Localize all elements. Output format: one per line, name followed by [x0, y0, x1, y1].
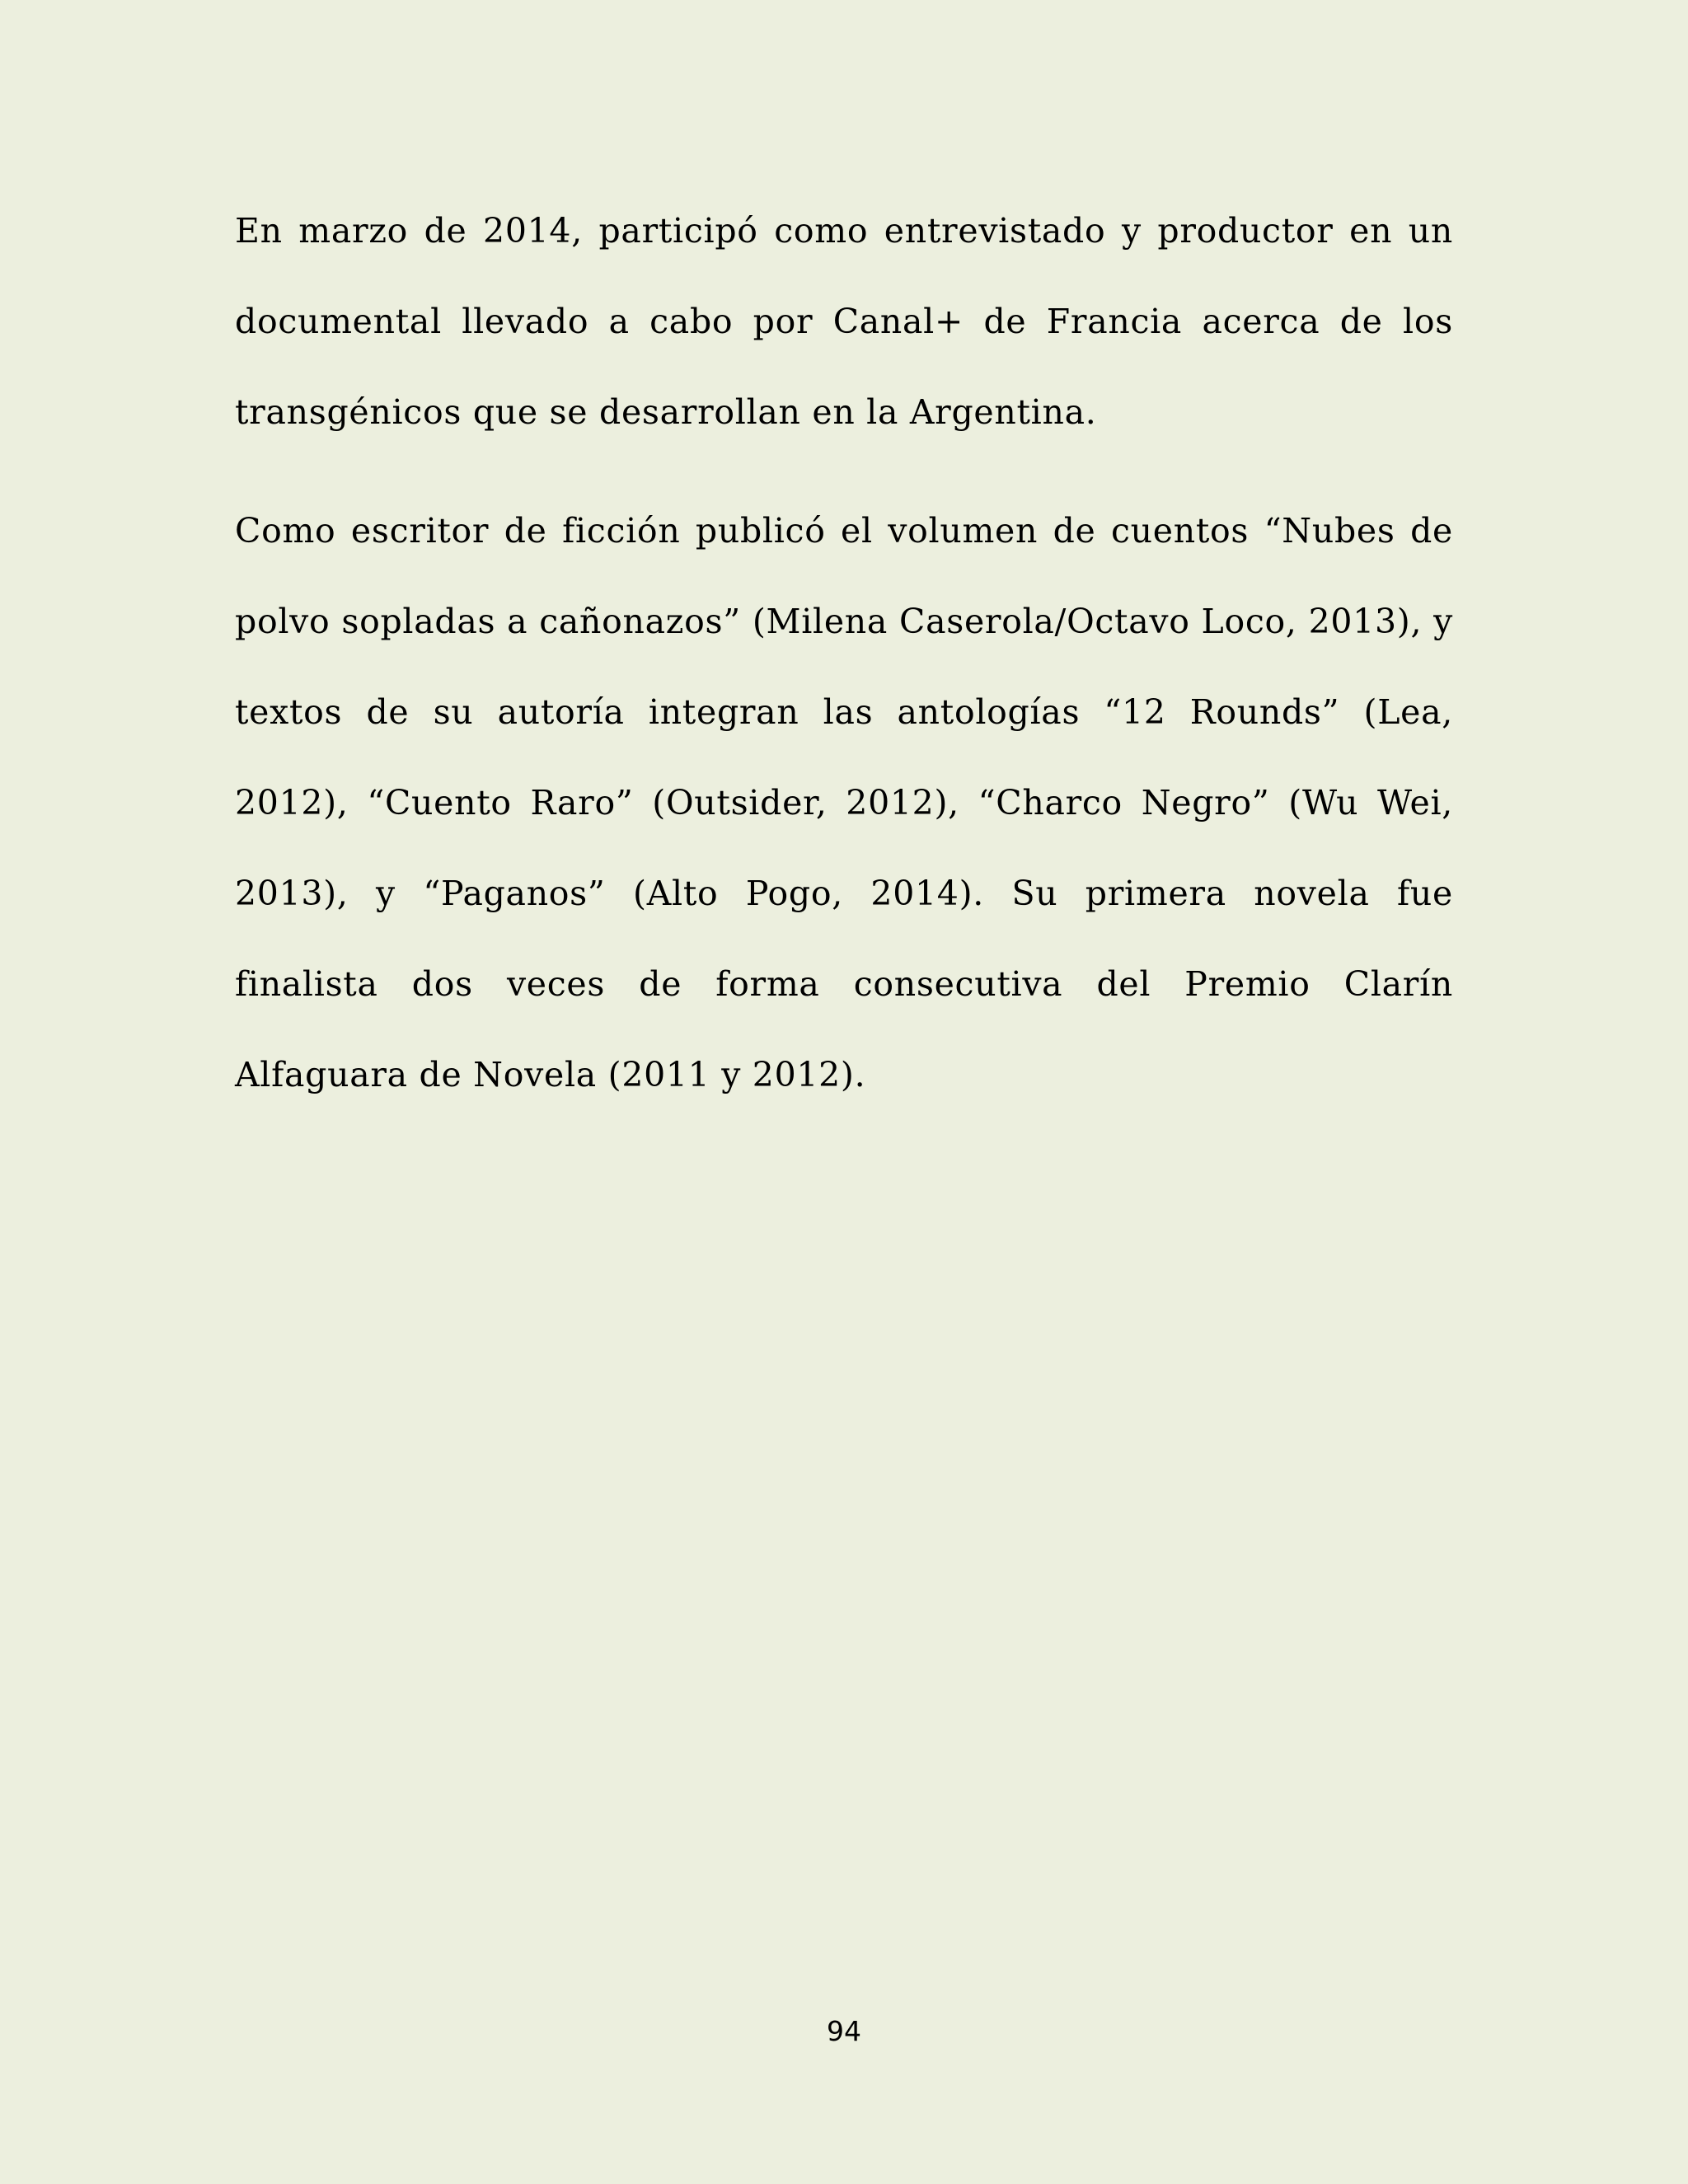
paragraph-documentary: En marzo de 2014, participó como entrevistado y productor en un documental llevado a cabo por Canal+ de Francia acerca de los transgénicos que se desarrollan en la Argentina. [235, 211, 1453, 432]
paragraph-fiction-works: Como escritor de ficción publicó el volumen de cuentos “Nubes de polvo sopladas a cañonazos” (Milena Caserola/Octavo Loco, 2013), y textos de su autoría integran las antologías “12 Rounds” (Lea, 2012), “Cuento Raro” (Outsider, 2012), “Charco Negro” (Wu Wei, 2013), y “Paganos” (Alto Pogo, 2014). Su primera novela fue finalista dos veces de forma consecutiva del Premio Clarín Alfaguara de Novela (2011 y 2012). [235, 511, 1453, 1094]
body-text [235, 185, 1453, 1120]
page-number: 94 [827, 2015, 861, 2047]
